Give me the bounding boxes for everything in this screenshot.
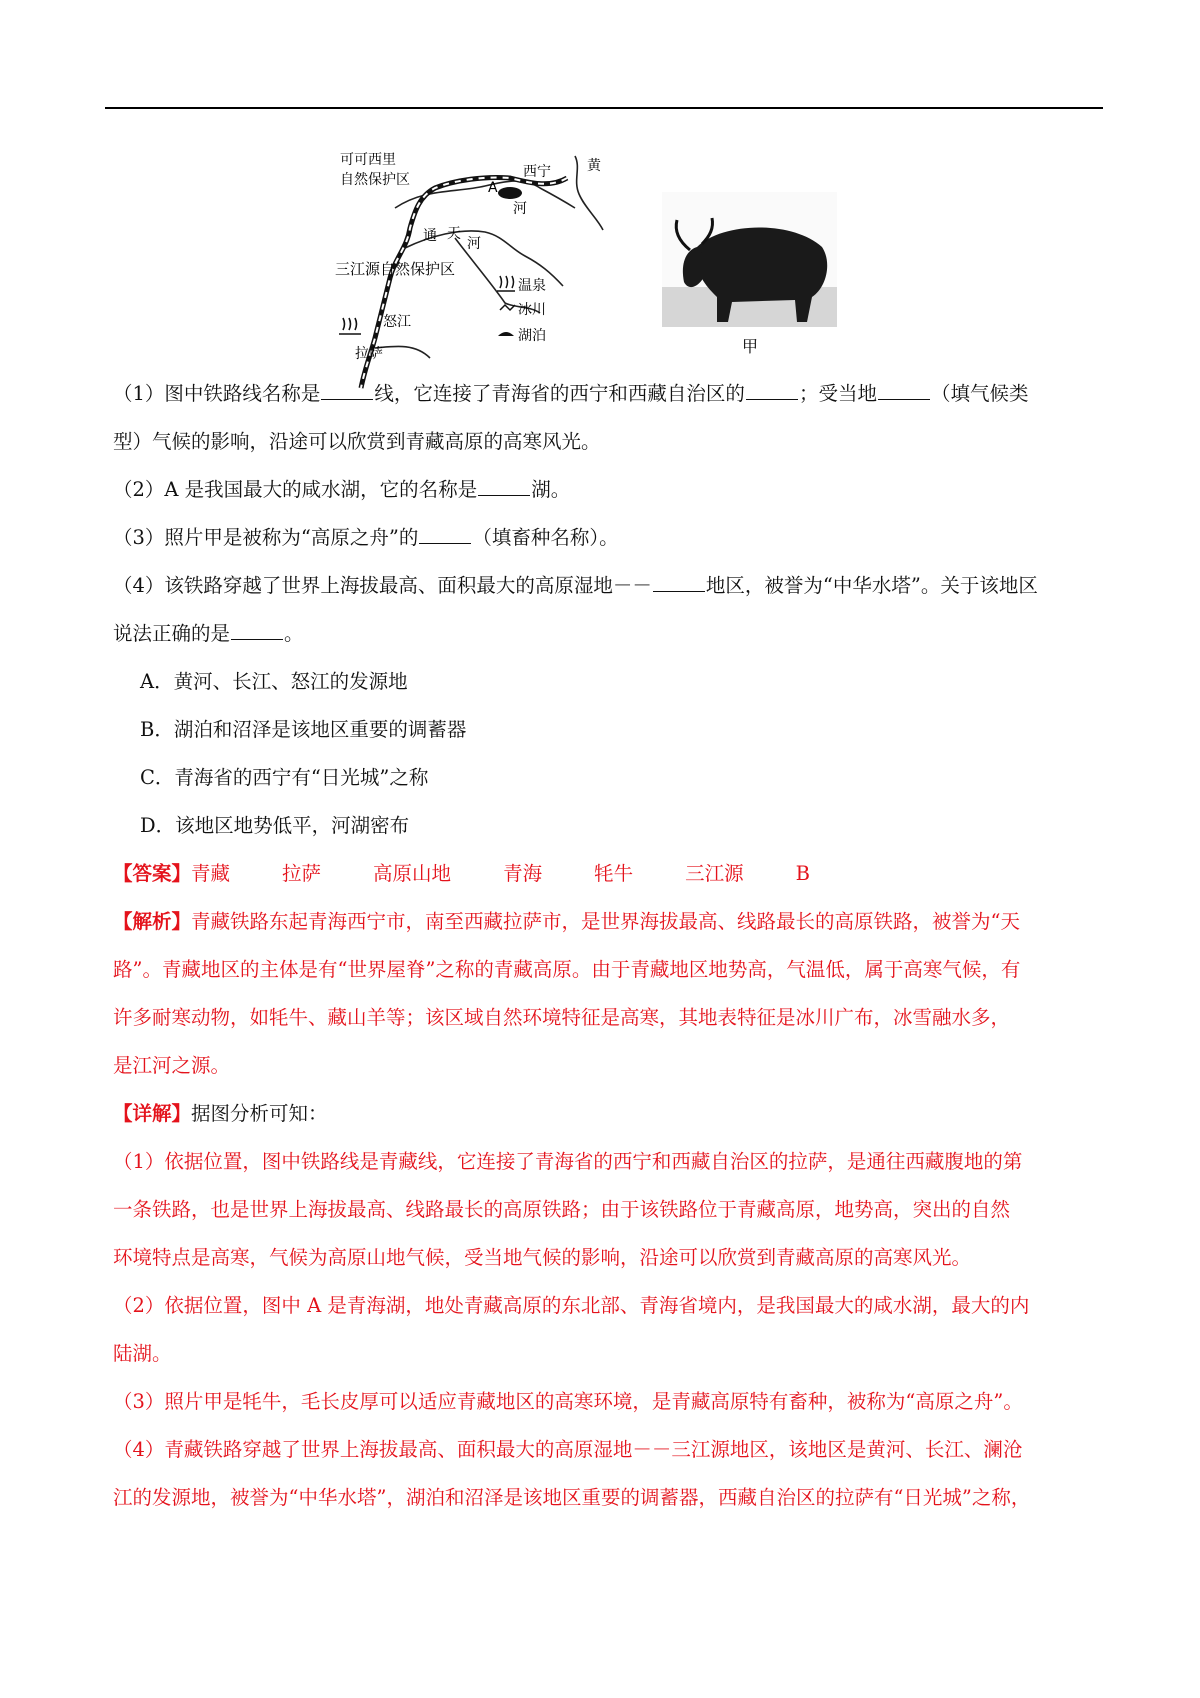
- q2-text-b: 湖。: [531, 478, 571, 501]
- detail-label: 【详解】: [113, 1102, 192, 1125]
- answer-line: [113, 860, 862, 888]
- q3-text-a: （3）照片甲是被称为“高原之舟”的: [113, 526, 419, 549]
- detail-line: （1）依据位置，图中铁路线是青藏线，它连接了青海省的西宁和西藏自治区的拉萨，是通往西藏腹地的第: [113, 1150, 1023, 1173]
- q1-text-b: 线，它连接了青海省的西宁和西藏自治区的: [374, 382, 745, 405]
- answer-item: 青海: [503, 862, 543, 885]
- q2-blank: [478, 477, 530, 496]
- q1-text-a: （1）图中铁路线名称是: [113, 382, 321, 405]
- lower-river: [375, 346, 430, 358]
- question-4-line-2: [113, 620, 304, 648]
- analysis-text: 青藏铁路东起青海西宁市，南至西藏拉萨市，是世界海拔最高、线路最长的高原铁路，被誉为“天: [191, 910, 1020, 933]
- analysis-label: 【解析】: [113, 910, 192, 933]
- q3-blank: [419, 525, 471, 544]
- question-4-line-1: [113, 572, 1038, 600]
- answer-item: 青藏: [191, 862, 231, 885]
- detail-heading: [113, 1100, 328, 1128]
- detail-line: 陆湖。: [113, 1342, 172, 1365]
- q1-text-d: （填气候类: [930, 382, 1029, 405]
- q2-text-a: （2）A 是我国最大的咸水湖，它的名称是: [113, 478, 478, 501]
- map-legend: [497, 276, 546, 344]
- legend-lake: 湖泊: [518, 328, 546, 344]
- q4-blank-1: [653, 573, 705, 592]
- detail-line: 环境特点是高寒，气候为高原山地气候，受当地气候的影响，沿途可以欣赏到青藏高原的高寒风光。: [113, 1246, 972, 1269]
- legend-lake-icon: [498, 332, 514, 336]
- q4-text-b: 地区，被誉为“中华水塔”。关于该地区: [705, 574, 1038, 597]
- answer-item: B: [795, 862, 810, 885]
- q4-blank-2: [231, 621, 283, 640]
- photo-caption: 甲: [742, 337, 759, 356]
- q1-text-c: ；受当地: [798, 382, 877, 405]
- map-label-huanghe-1: 黄: [587, 158, 601, 174]
- detail-line: 一条铁路，也是世界上海拔最高、线路最长的高原铁路；由于该铁路位于青藏高原，地势高，突出的自然: [113, 1198, 1011, 1221]
- question-3: [113, 524, 619, 552]
- q3-text-b: （填畜种名称）。: [472, 526, 619, 549]
- legend-hot-spring-icon: [497, 276, 515, 291]
- q4-text-d: 。: [284, 622, 304, 645]
- map-label-tongtian-3: 河: [467, 236, 481, 252]
- map-label-huanghe-2: 河: [513, 201, 527, 217]
- question-2: [113, 476, 570, 504]
- option-c: C．青海省的西宁有“日光城”之称: [140, 766, 429, 789]
- answer-item: 拉萨: [282, 862, 322, 885]
- hot-spring-icon: [339, 318, 361, 334]
- q1-blank-1: [321, 381, 373, 400]
- map-label-tongtian-2: 天: [447, 226, 461, 242]
- q1-blank-2: [746, 381, 798, 400]
- question-1-line-2: 型）气候的影响，沿途可以欣赏到青藏高原的高寒风光。: [113, 430, 601, 453]
- option-a: A．黄河、长江、怒江的发源地: [140, 670, 408, 693]
- qinghai-lake: [498, 187, 522, 199]
- analysis-line-1: [113, 908, 1020, 936]
- detail-line: （4）青藏铁路穿越了世界上海拔最高、面积最大的高原湿地－－三江源地区，该地区是黄河、长江、澜沧: [113, 1438, 1023, 1461]
- option-d: D．该地区地势低平，河湖密布: [140, 814, 410, 837]
- detail-line: （2）依据位置，图中 A 是青海湖，地处青藏高原的东北部、青海省境内，是我国最大的咸水湖，最大的内: [113, 1294, 1030, 1317]
- answer-label: 【答案】: [113, 862, 192, 885]
- map-label-kekexili-1: 可可西里: [340, 152, 396, 168]
- map-label-kekexili-2: 自然保护区: [340, 172, 410, 188]
- railway-map: [335, 148, 645, 400]
- q1-blank-3: [878, 381, 930, 400]
- legend-glacier: 冰川: [518, 302, 546, 318]
- map-label-sanjiang: 三江源自然保护区: [335, 260, 456, 278]
- question-1-line-1: [113, 380, 1028, 408]
- analysis-line-3: 许多耐寒动物，如牦牛、藏山羊等；该区域自然环境特征是高寒，其地表特征是冰川广布，冰雪融水多，: [113, 1006, 1011, 1029]
- detail-line: （3）照片甲是牦牛，毛长皮厚可以适应青藏地区的高寒环境，是青藏高原特有畜种，被称为“高原之舟”。: [113, 1390, 1023, 1413]
- analysis-line-2: 路”。青藏地区的主体是有“世界屋脊”之称的青藏高原。由于青藏地区地势高，气温低，属于高寒气候，有: [113, 958, 1021, 981]
- q4-text-c: 说法正确的是: [113, 622, 231, 645]
- detail-line: 江的发源地，被誉为“中华水塔”，湖泊和沼泽是该地区重要的调蓄器，西藏自治区的拉萨有“日光城”之称，: [113, 1486, 1031, 1509]
- map-label-tongtian-1: 通: [423, 228, 437, 244]
- answer-item: 三江源: [685, 862, 744, 885]
- map-label-lhasa: 拉萨: [355, 346, 383, 362]
- header-rule: [105, 107, 1103, 109]
- q4-text-a: （4）该铁路穿越了世界上海拔最高、面积最大的高原湿地－－: [113, 574, 652, 597]
- analysis-line-4: 是江河之源。: [113, 1054, 231, 1077]
- map-label-xining: 西宁: [523, 164, 551, 180]
- legend-hot-spring: 温泉: [518, 278, 546, 294]
- map-label-nujiang: 怒江: [383, 314, 411, 330]
- yak-photo: [662, 192, 837, 380]
- detail-intro: 据图分析可知：: [191, 1102, 328, 1125]
- answer-item: 高原山地: [373, 862, 452, 885]
- map-label-a: A: [488, 180, 498, 196]
- answer-item: 牦牛: [594, 862, 634, 885]
- option-b: B．湖泊和沼泽是该地区重要的调蓄器: [140, 718, 467, 741]
